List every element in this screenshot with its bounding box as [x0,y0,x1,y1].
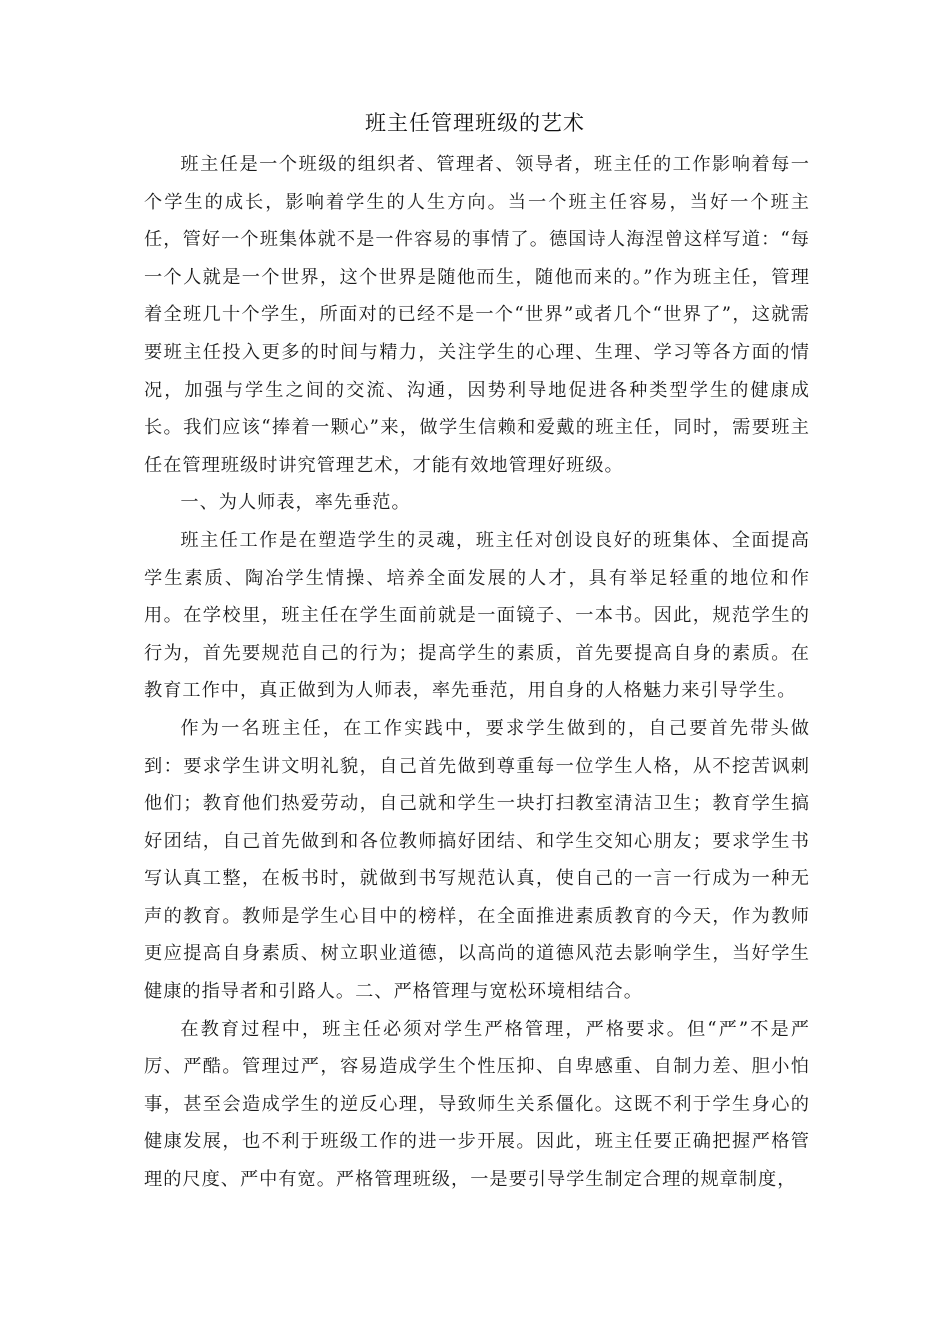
paragraph-practice: 作为一名班主任，在工作实践中，要求学生做到的，自己要首先带头做到：要求学生讲文明礼貌，自己首先做到尊重每一位学生人格，从不挖苦讽刺他们；教育他们热爱劳动，自己就和学生一块打扫教室清洁卫生；教育学生搞好团结，自己首先做到和各位教师搞好团结、和学生交知心朋友；要求学生书写认真工整，在板书时，就做到书写规范认真，使自己的一言一行成为一种无声的教育。教师是学生心目中的榜样，在全面推进素质教育的今天，作为教师更应提高自身素质、树立职业道德，以高尚的道德风范去影响学生，当好学生健康的指导者和引路人。二、严格管理与宽松环境相结合。 [144,717,810,1003]
paragraph-strict-management: 在教育过程中，班主任必须对学生严格管理，严格要求。但“严”不是严厉、严酷。管理过严，容易造成学生个性压抑、自卑感重、自制力差、胆小怕事，甚至会造成学生的逆反心理，导致师生关系僵化。这既不利于学生身心的健康发展，也不利于班级工作的进一步开展。因此，班主任要正确把握严格管理的尺度、严中有宽。严格管理班级，一是要引导学生制定合理的规章制度， [144,1018,810,1191]
paragraph-role-model: 班主任工作是在塑造学生的灵魂，班主任对创设良好的班集体、全面提高学生素质、陶冶学生情操、培养全面发展的人才，具有举足轻重的地位和作用。在学校里，班主任在学生面前就是一面镜子、一本书。因此，规范学生的行为，首先要规范自己的行为；提高学生的素质，首先要提高自身的素质。在教育工作中，真正做到为人师表，率先垂范，用自身的人格魅力来引导学生。 [144,529,810,702]
document-body [144,146,810,1199]
paragraph-intro: 班主任是一个班级的组织者、管理者、领导者，班主任的工作影响着每一个学生的成长，影响着学生的人生方向。当一个班主任容易，当好一个班主任，管好一个班集体就不是一件容易的事情了。德国诗人海涅曾这样写道：“每一个人就是一个世界，这个世界是随他而生，随他而来的。”作为班主任，管理着全班几十个学生，所面对的已经不是一个“世界”或者几个“世界了”，这就需要班主任投入更多的时间与精力，关注学生的心理、生理、学习等各方面的情况，加强与学生之间的交流、沟通，因势利导地促进各种类型学生的健康成长。我们应该“捧着一颗心”来，做学生信赖和爱戴的班主任，同时，需要班主任在管理班级时讲究管理艺术，才能有效地管理好班级。 [144,154,810,476]
section-heading-1: 一、为人师表，率先垂范。 [180,492,411,514]
document-title: 班主任管理班级的艺术 [365,111,585,135]
